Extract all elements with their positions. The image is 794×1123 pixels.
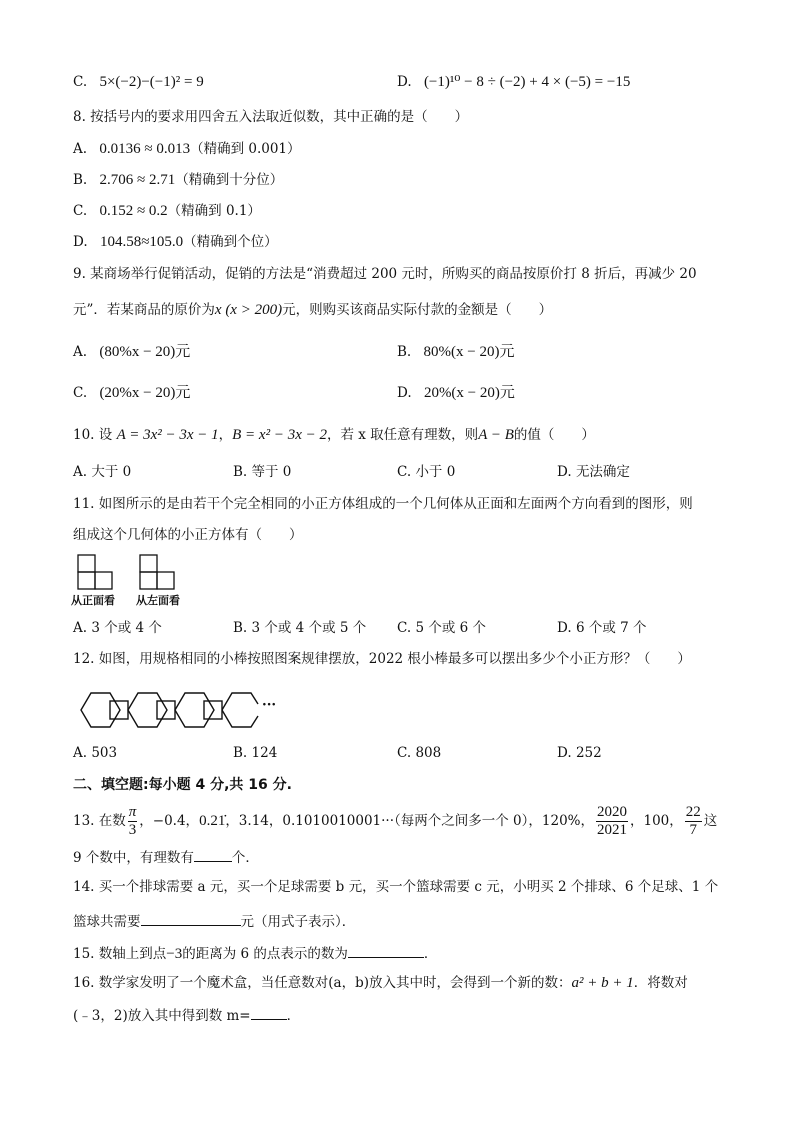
repeating-decimal: 0.21̇̇ [199, 813, 226, 829]
q8-option-d[interactable]: D. 104.58≈105.0（精确到个位） [73, 234, 278, 250]
q10-option-d[interactable]: D. 无法确定 [557, 464, 630, 480]
q8-option-c[interactable]: C. 0.152 ≈ 0.2（精确到 0.1） [73, 203, 261, 219]
q11-views-figure [73, 553, 203, 593]
q11-option-d[interactable]: D. 6 个或 7 个 [557, 620, 647, 636]
q7-option-d[interactable]: D. (−1)¹⁰ − 8 ÷ (−2) + 4 × (−5) = −15 [397, 74, 631, 90]
q12-option-c[interactable]: C. 808 [397, 745, 442, 761]
q13-answer-blank[interactable] [194, 847, 232, 862]
q9-option-b[interactable]: B. 80%(x − 20)元 [397, 344, 515, 360]
hexagon-2 [128, 693, 167, 727]
q12-option-b[interactable]: B. 124 [233, 745, 278, 761]
q12-sticks-pattern-figure [76, 688, 286, 732]
fraction-2020-over-2021: $\frac{2020}{2021}$ [597, 804, 627, 838]
q10-option-b[interactable]: B. 等于 0 [233, 464, 292, 480]
q12-option-d[interactable]: D. 252 [557, 745, 602, 761]
left-view-caption: 从左面看 [136, 594, 180, 607]
q10-stem: 10. 设 A = 3x² − 3x − 1，B = x² − 3x − 2，若 x 取任意有理数，则A − B的值（ ） [73, 427, 595, 443]
q7-option-d-expr: (−1)¹⁰ − 8 ÷ (−2) + 4 × (−5) = −15 [423, 74, 631, 90]
q13-stem-line1: 13. 在数 $\frac{\pi}{3}$ ，−0.4，0.21̇̇，3.14，0.1010010001···（每两个之间多一个 0），120%， $\frac{2020}{2021}$ ，100， $\frac{22}{7}$ 这 [73, 804, 718, 838]
q7-option-c-expr: 5×(−2)−(−1)² = 9 [99, 74, 204, 90]
q16-stem-line1: 16. 数学家发明了一个魔术盒，当任意数对(a，b)放入其中时，会得到一个新的数：a² + b + 1．将数对 [73, 975, 688, 991]
q9-option-d[interactable]: D. 20%(x − 20)元 [397, 385, 515, 401]
section-2-heading: 二、填空题:每小题 4 分,共 16 分. [73, 777, 292, 793]
q11-option-c[interactable]: C. 5 个或 6 个 [397, 620, 486, 636]
fraction-pi-over-3: $\frac{\pi}{3}$ [128, 804, 137, 838]
hexagon-1 [81, 693, 120, 727]
q14-answer-blank[interactable] [141, 911, 241, 926]
q8-option-b[interactable]: B. 2.706 ≈ 2.71（精确到十分位） [73, 172, 284, 188]
square-2 [157, 701, 175, 719]
hexagon-3 [175, 693, 214, 727]
fraction-22-over-7: $\frac{22}{7}$ [685, 804, 701, 838]
hexagon-4-partial [222, 693, 258, 710]
q9-stem-line2: 元”．若某商品的原价为x (x > 200)元，则购买该商品实际付款的金额是（ ） [73, 302, 553, 318]
q16-answer-blank[interactable] [251, 1005, 287, 1020]
q11-option-a[interactable]: A. 3 个或 4 个 [73, 620, 162, 636]
q11-option-b[interactable]: B. 3 个或 4 个或 5 个 [233, 620, 367, 636]
q15-stem: 15. 数轴上到点−3的距离为 6 的点表示的数为 ． [73, 943, 437, 963]
q10-option-a[interactable]: A. 大于 0 [73, 464, 132, 480]
left-view-shape [140, 555, 174, 589]
q12-ellipsis: ··· [262, 697, 277, 713]
hexagon-4-partial-bottom [222, 710, 258, 727]
q13-stem-line2: 9 个数中，有理数有 个． [73, 847, 259, 867]
q9-stem-line1: 9. 某商场举行促销活动，促销的方法是“消费超过 200 元时，所购买的商品按原价打 8 折后，再减少 20 [73, 266, 697, 282]
q9-option-a[interactable]: A. (80%x − 20)元 [73, 344, 191, 360]
q14-stem-line1: 14. 买一个排球需要 a 元，买一个足球需要 b 元，买一个篮球需要 c 元，小明买 2 个排球、6 个足球、1 个 [73, 879, 719, 895]
q16-stem-line2: (﹣3，2)放入其中得到数 m= ． [73, 1005, 300, 1025]
q11-stem-line2: 组成这个几何体的小正方体有（ ） [73, 527, 303, 543]
front-view-caption: 从正面看 [71, 594, 115, 607]
square-1 [110, 701, 128, 719]
q10-option-c[interactable]: C. 小于 0 [397, 464, 456, 480]
q15-answer-blank[interactable] [348, 943, 424, 958]
q12-option-a[interactable]: A. 503 [73, 745, 118, 761]
q8-stem: 8. 按括号内的要求用四舍五入法取近似数，其中正确的是（ ） [73, 109, 469, 125]
q8-option-a[interactable]: A. 0.0136 ≈ 0.013（精确到 0.001） [73, 141, 301, 157]
q9-option-c[interactable]: C. (20%x − 20)元 [73, 385, 191, 401]
q11-stem-line1: 11. 如图所示的是由若干个完全相同的小正方体组成的一个几何体从正面和左面两个方向看到的图形，则 [73, 496, 693, 512]
q12-stem: 12. 如图，用规格相同的小棒按照图案规律摆放，2022 根小棒最多可以摆出多少个小正方形？（ ） [73, 651, 691, 667]
square-3 [204, 701, 222, 719]
front-view-shape [78, 555, 112, 589]
q7-option-c[interactable]: C. 5×(−2)−(−1)² = 9 [73, 74, 204, 90]
q14-stem-line2: 篮球共需要 元（用式子表示）． [73, 911, 355, 931]
